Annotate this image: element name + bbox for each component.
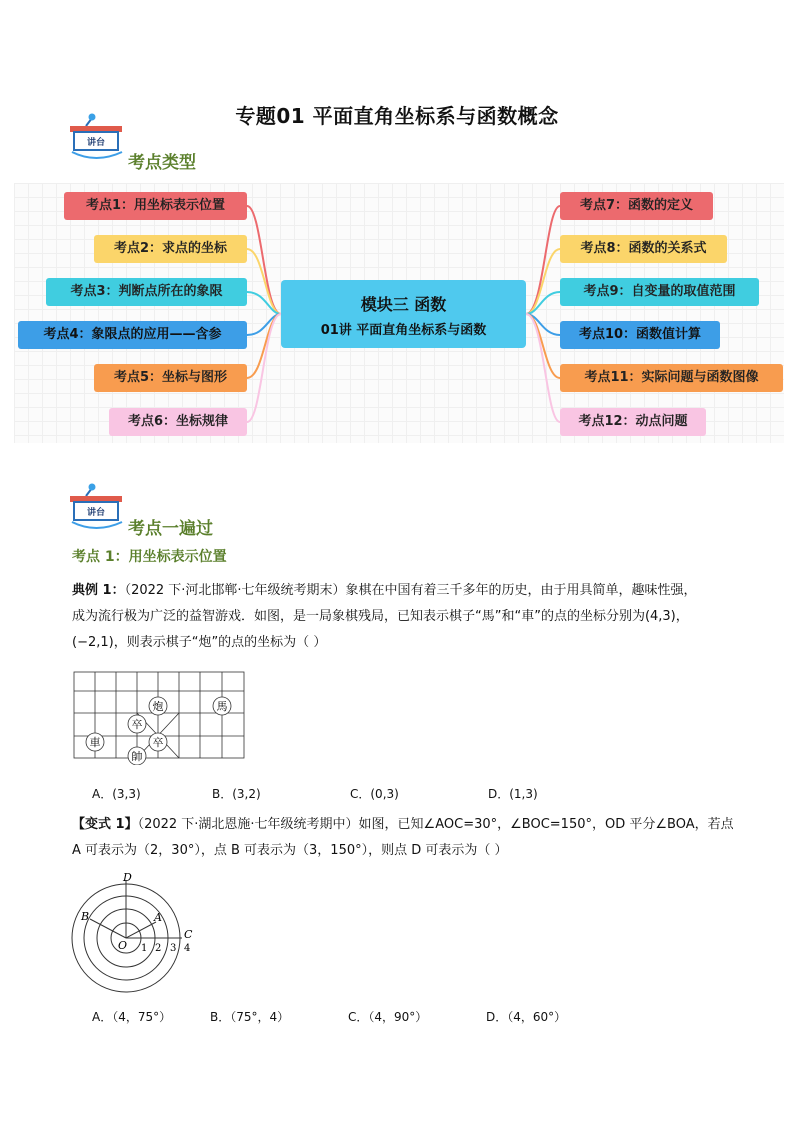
example-label: 典例 1： (72, 583, 125, 598)
variant-line-2: A 可表示为（2，30°），点 B 可表示为（3，150°），则点 D 可表示为（ ） (72, 843, 508, 858)
svg-text:3: 3 (170, 943, 177, 954)
option-c[interactable]: C．（4，90°） (348, 1010, 428, 1024)
topic-title: 考点 1：用坐标表示位置 (72, 549, 227, 565)
svg-text:炮: 炮 (152, 700, 164, 713)
node-right-12: 考点12：动点问题 (560, 408, 706, 436)
label-a: A (154, 911, 162, 924)
svg-text:卒: 卒 (131, 718, 143, 731)
svg-text:1: 1 (141, 943, 148, 954)
center-title: 模块三 函数 (360, 295, 447, 314)
label-d: D (123, 871, 132, 884)
section-title-review: 考点一遍过 (128, 519, 213, 539)
svg-text:4: 4 (184, 943, 191, 954)
section-title-types: 考点类型 (128, 153, 196, 173)
svg-text:帥: 帥 (131, 750, 143, 763)
option-b[interactable]: B．(3,2) (212, 787, 261, 801)
chess-piece-shuai (128, 747, 146, 765)
node-right-7: 考点7：函数的定义 (560, 192, 713, 220)
chess-piece-zu-2 (149, 733, 167, 751)
option-d[interactable]: D．(1,3) (488, 787, 538, 801)
example-line-1: （2022 下·河北邯郸·七年级统考期末）象棋在中国有着三千多年的历史，由于用具简单，趣味性强， (124, 583, 697, 598)
node-left-3: 考点3：判断点所在的象限 (46, 278, 247, 306)
mindmap-center (281, 280, 526, 348)
label-b: B (81, 910, 90, 923)
chess-piece-zu-1 (128, 715, 146, 733)
option-a[interactable]: A．(3,3) (92, 787, 141, 801)
node-left-4: 考点4：象限点的应用——含参 (18, 321, 247, 349)
podium-label: 讲台 (86, 138, 106, 148)
example-1-text (72, 578, 732, 656)
chess-piece-pao (149, 697, 167, 715)
node-left-5: 考点5：坐标与图形 (94, 364, 247, 392)
variant-line-1: （2022 下·湖北恩施·七年级统考期中）如图，已知∠AOC=30°，∠BOC=150°，OD 平分∠BOA，若点 (137, 817, 734, 832)
example-1-options (92, 785, 692, 803)
page-title: 专题01 平面直角坐标系与函数概念 (235, 104, 559, 128)
chess-board-figure (72, 670, 247, 769)
label-o: O (118, 939, 128, 952)
node-right-8: 考点8：函数的关系式 (560, 235, 727, 263)
variant-label: 【变式 1】 (72, 817, 138, 832)
podium-icon (62, 112, 128, 164)
option-a[interactable]: A．（4，75°） (92, 1010, 172, 1024)
option-c[interactable]: C．(0,3) (350, 787, 399, 801)
center-subtitle: 01讲 平面直角坐标系与函数 (320, 323, 487, 338)
polar-diagram (68, 868, 203, 1007)
svg-text:卒: 卒 (152, 736, 164, 749)
node-right-9: 考点9：自变量的取值范围 (560, 278, 759, 306)
variant-1-options (92, 1008, 692, 1026)
podium-label: 讲台 (86, 508, 106, 518)
mindmap (14, 183, 784, 443)
label-c: C (184, 928, 193, 941)
svg-text:馬: 馬 (216, 700, 228, 713)
variant-1-text (72, 812, 752, 864)
node-right-10: 考点10：函数值计算 (560, 321, 720, 349)
option-b[interactable]: B．（75°，4） (210, 1010, 290, 1024)
node-left-6: 考点6：坐标规律 (109, 408, 247, 436)
chess-piece-ma (213, 697, 231, 715)
example-line-3: (−2,1)，则表示棋子“炮”的点的坐标为（ ） (72, 635, 327, 650)
svg-text:車: 車 (89, 736, 101, 749)
chess-piece-ju (86, 733, 104, 751)
option-d[interactable]: D．（4，60°） (486, 1010, 567, 1024)
svg-text:2: 2 (155, 943, 162, 954)
node-left-2: 考点2：求点的坐标 (94, 235, 247, 263)
node-right-11: 考点11：实际问题与函数图像 (560, 364, 783, 392)
example-line-2: 成为流行极为广泛的益智游戏．如图，是一局象棋残局，已知表示棋子“馬”和“車”的点的坐标分别为(4,3)， (72, 609, 689, 624)
podium-icon (62, 482, 128, 534)
node-left-1: 考点1：用坐标表示位置 (64, 192, 247, 220)
